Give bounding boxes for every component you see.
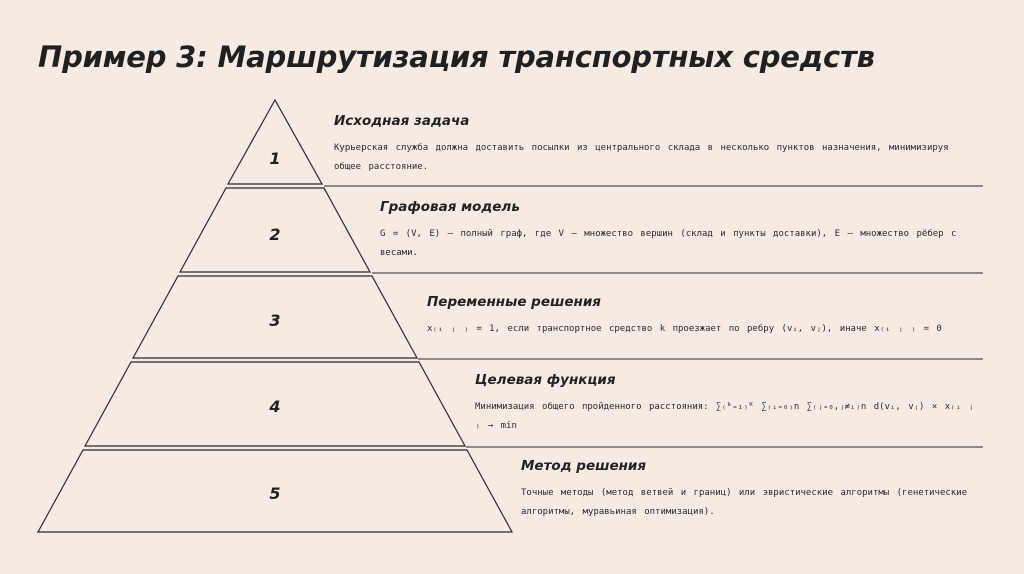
tier-number: 1 [269,149,281,168]
tier-number: 2 [269,225,281,244]
level-block [380,198,974,263]
tier-number: 5 [269,484,281,503]
level-description: x₍ᵢ ⱼ ₎ = 1, если транспортное средство k проезжает по ребру (vᵢ, vⱼ), иначе x₍ᵢ ⱼ ₎ = 0 [427,324,942,334]
slide-title: Пример 3: Маршрутизация транспортных средств [38,40,875,74]
level-description: G = (V, E) – полный граф, где V – множество вершин (склад и пункты доставки), E – множество рёбер с весами. [380,229,957,258]
tier-number: 3 [269,311,281,330]
level-description: Курьерская служба должна доставить посылки из центрального склада в несколько пунктов назначения, минимизируя общее расстояние. [334,143,949,172]
level-block [427,293,974,339]
level-heading: Метод решения [521,458,647,474]
level-description: Точные методы (метод ветвей и границ) или эвристические алгоритмы (генетические алгоритмы, муравьиная оптимизация). [521,488,968,517]
level-heading: Графовая модель [380,199,520,215]
level-description: Минимизация общего пройденного расстояния: ∑₍ᵏ₌₁₎ᴷ ∑₍ᵢ₌₀₎n ∑₍ⱼ₌₀,ⱼ≠ᵢ₎n d(vᵢ, vⱼ) × x₍ᵢ ⱼ ₎ → min [475,402,974,431]
level-heading: Целевая функция [475,372,616,388]
level-heading: Исходная задача [334,113,470,129]
pyramid-tier-1 [228,100,322,184]
level-heading: Переменные решения [427,294,601,310]
level-block [334,112,974,177]
tier-number: 4 [269,397,281,416]
level-block [475,371,974,436]
level-block [521,457,974,522]
